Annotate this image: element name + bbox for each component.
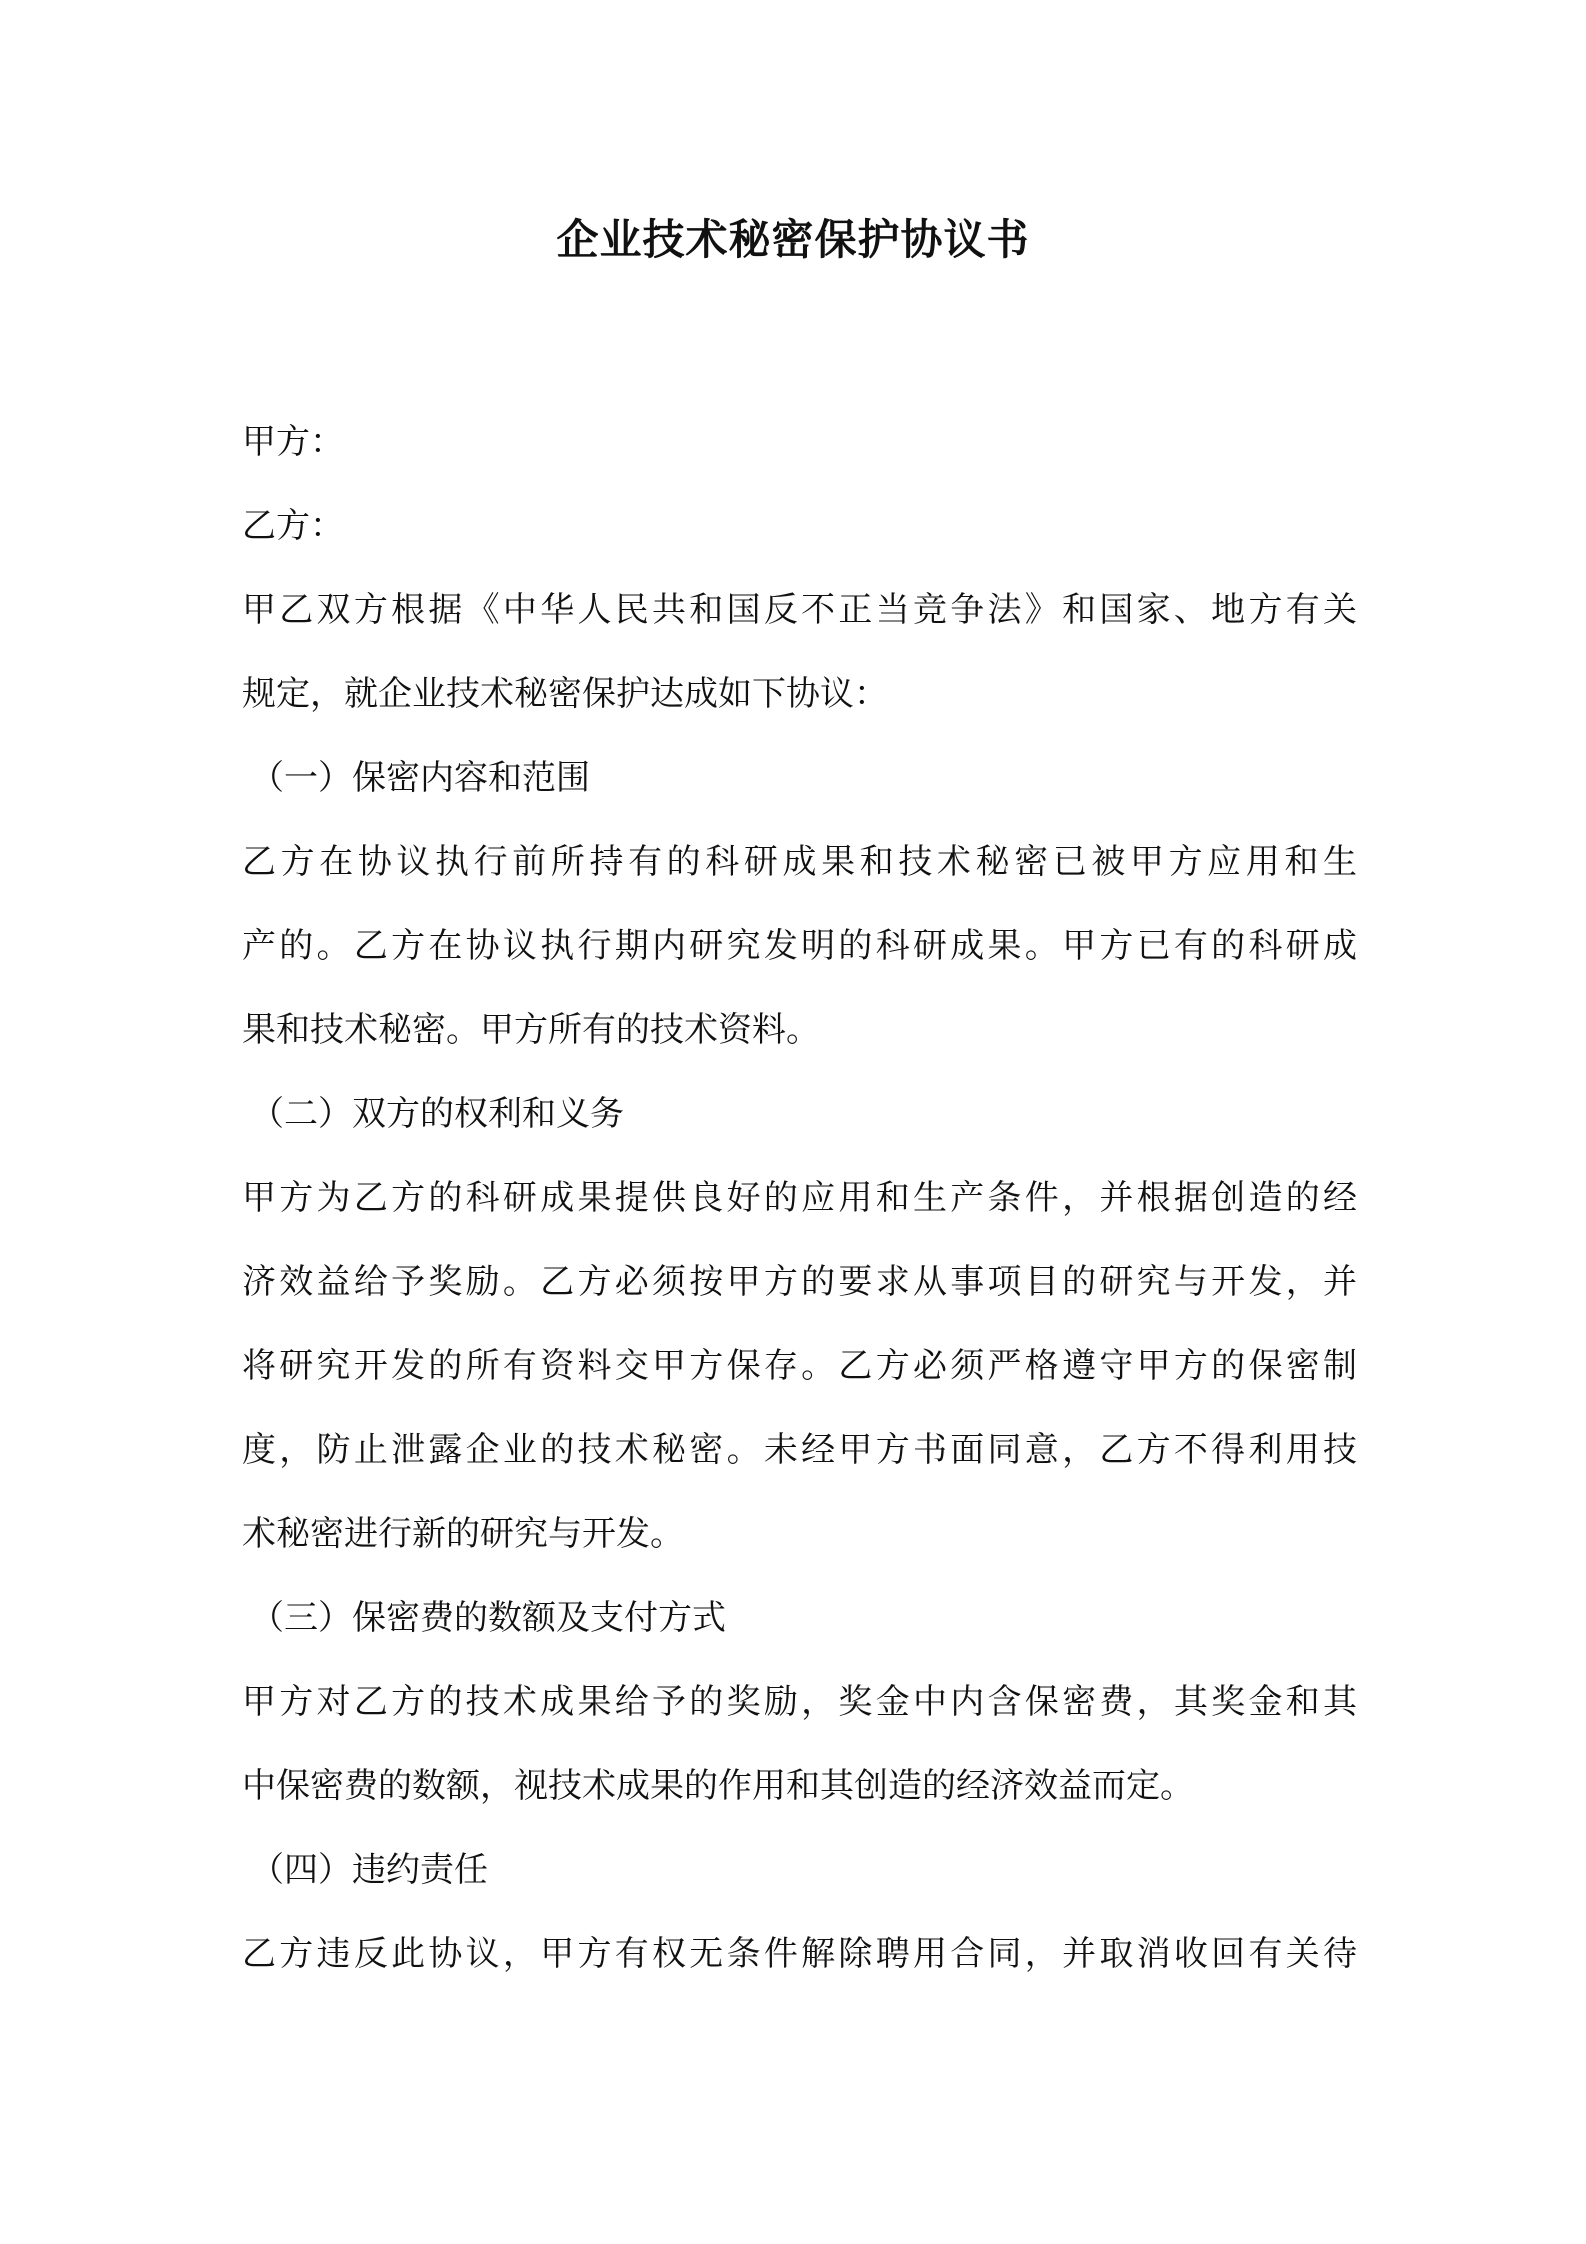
section-heading-breach-liability: （四）违约责任 (250, 1850, 488, 1890)
section-line: 乙方在协议执行前所持有的科研成果和技术秘密已被甲方应用和生 (242, 842, 1357, 882)
section-heading-rights-obligations: （二）双方的权利和义务 (250, 1094, 624, 1134)
section-line: 乙方违反此协议，甲方有权无条件解除聘用合同，并取消收回有关待 (242, 1934, 1357, 1974)
section-line: 术秘密进行新的研究与开发。 (242, 1514, 684, 1554)
section-line: 甲方对乙方的技术成果给予的奖励，奖金中内含保密费，其奖金和其 (242, 1682, 1357, 1722)
party-b-label: 乙方： (242, 506, 344, 546)
section-heading-confidential-scope: （一）保密内容和范围 (250, 758, 590, 798)
section-line: 甲方为乙方的科研成果提供良好的应用和生产条件，并根据创造的经 (242, 1178, 1357, 1218)
section-line: 产的。乙方在协议执行期内研究发明的科研成果。甲方已有的科研成 (242, 926, 1357, 966)
intro-line: 甲乙双方根据《中华人民共和国反不正当竞争法》和国家、地方有关 (242, 590, 1357, 630)
intro-line: 规定，就企业技术秘密保护达成如下协议： (242, 674, 888, 714)
section-line: 果和技术秘密。甲方所有的技术资料。 (242, 1010, 820, 1050)
section-line: 将研究开发的所有资料交甲方保存。乙方必须严格遵守甲方的保密制 (242, 1346, 1357, 1386)
section-heading-confidentiality-fee: （三）保密费的数额及支付方式 (250, 1598, 726, 1638)
section-line: 中保密费的数额，视技术成果的作用和其创造的经济效益而定。 (242, 1766, 1194, 1806)
section-line: 度，防止泄露企业的技术秘密。未经甲方书面同意，乙方不得利用技 (242, 1430, 1357, 1470)
document-body (242, 400, 1357, 1996)
section-line: 济效益给予奖励。乙方必须按甲方的要求从事项目的研究与开发，并 (242, 1262, 1357, 1302)
document-title: 企业技术秘密保护协议书 (556, 215, 1030, 264)
party-a-label: 甲方： (242, 422, 344, 462)
